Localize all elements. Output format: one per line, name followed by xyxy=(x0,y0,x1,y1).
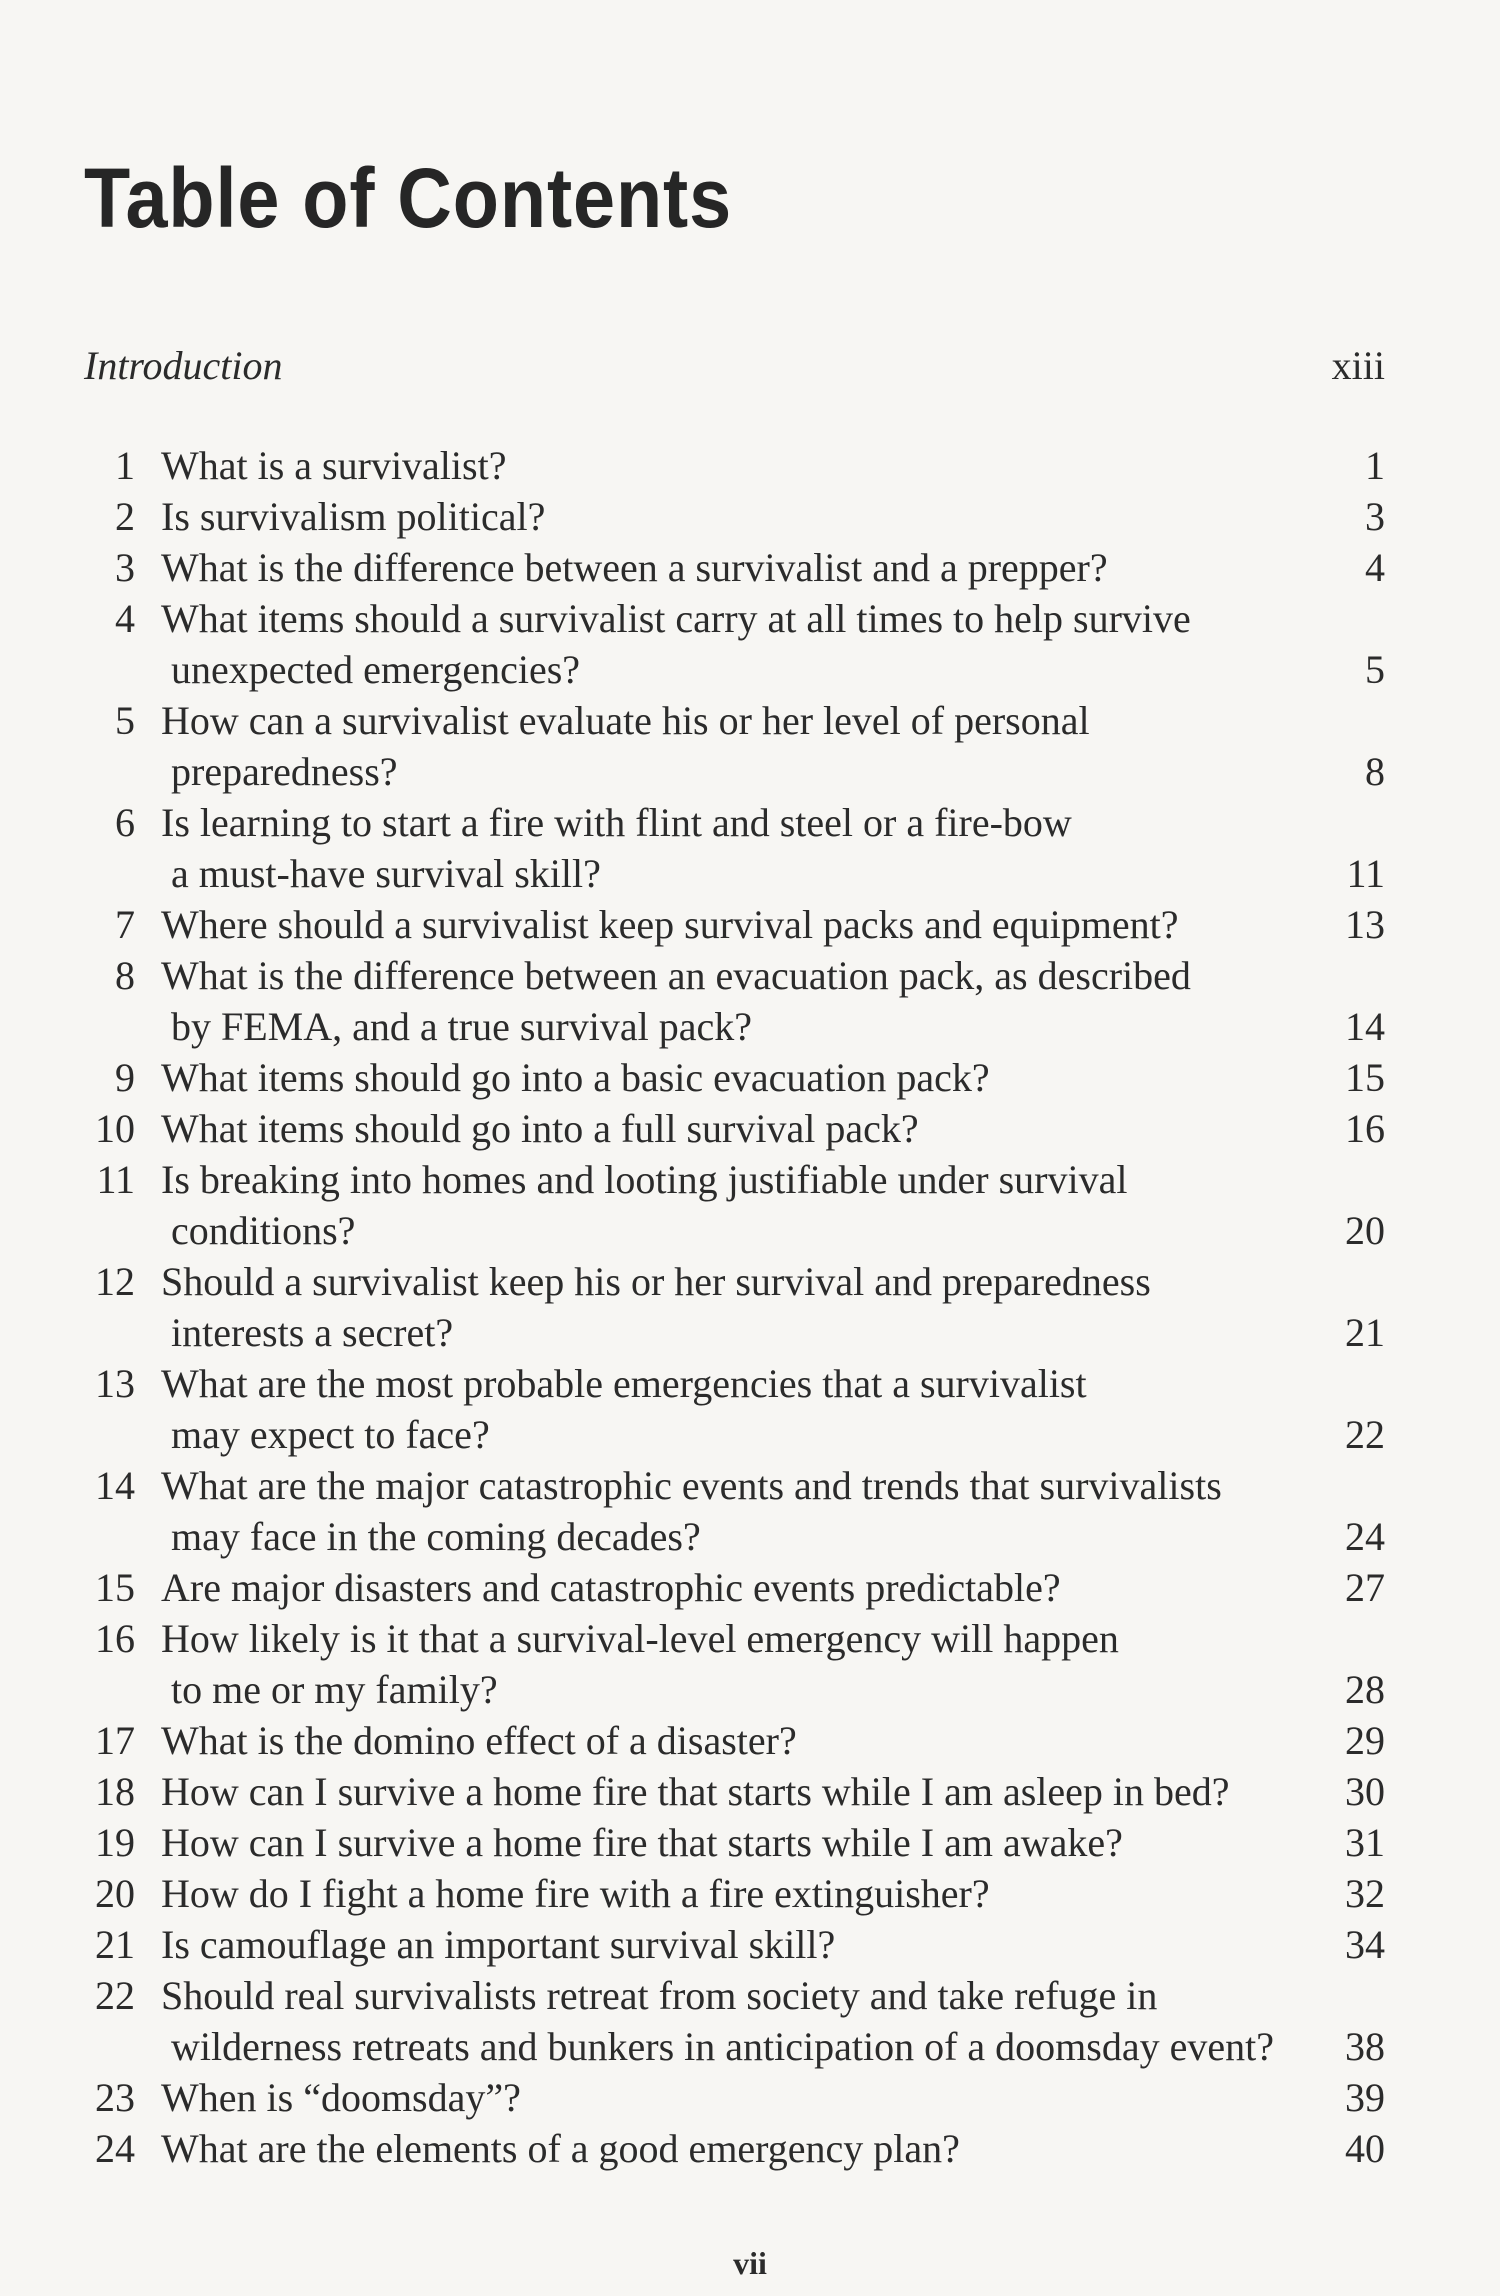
entry-number: 13 xyxy=(95,1361,135,1406)
introduction-page-number: xiii xyxy=(1331,343,1385,388)
entry-number: 22 xyxy=(95,1973,135,2018)
entry-title-line: conditions? xyxy=(171,1208,356,1253)
toc-entry xyxy=(60,1715,1385,1766)
entry-title xyxy=(135,1358,1305,1460)
entry-page-number: 24 xyxy=(1345,1514,1385,1559)
entry-title-line: Are major disasters and catastrophic events predictable? xyxy=(161,1565,1061,1610)
toc-entry xyxy=(60,797,1385,899)
entry-title xyxy=(135,491,1305,542)
entry-title xyxy=(135,950,1305,1052)
entry-title-line: Is learning to start a fire with flint and steel or a fire-bow xyxy=(161,800,1072,845)
entry-title-line: What are the major catastrophic events and trends that survivalists xyxy=(161,1463,1222,1508)
entry-page-number: 16 xyxy=(1345,1106,1385,1151)
entry-number: 15 xyxy=(95,1565,135,1610)
entry-page-number: 1 xyxy=(1365,443,1385,488)
entry-page-number: 31 xyxy=(1345,1820,1385,1865)
entry-page-number: 4 xyxy=(1365,545,1385,590)
entry-number: 6 xyxy=(115,800,135,845)
entry-page-number: 20 xyxy=(1345,1208,1385,1253)
entry-title xyxy=(135,2072,1305,2123)
entry-title xyxy=(135,542,1305,593)
toc-entry xyxy=(60,491,1385,542)
toc-list xyxy=(60,440,1385,2174)
entry-number: 18 xyxy=(95,1769,135,1814)
entry-title xyxy=(135,1919,1305,1970)
entry-title xyxy=(135,797,1305,899)
entry-title-line: How can I survive a home fire that starts while I am awake? xyxy=(161,1820,1123,1865)
toc-entry xyxy=(60,1613,1385,1715)
entry-number: 19 xyxy=(95,1820,135,1865)
entry-title-line: may face in the coming decades? xyxy=(171,1514,701,1559)
entry-page-number: 38 xyxy=(1345,2024,1385,2069)
toc-entry xyxy=(60,1562,1385,1613)
toc-entry xyxy=(60,2123,1385,2174)
toc-entry xyxy=(60,593,1385,695)
entry-number: 8 xyxy=(115,953,135,998)
entry-number: 24 xyxy=(95,2126,135,2171)
entry-title xyxy=(135,1817,1305,1868)
entry-number: 2 xyxy=(115,494,135,539)
entry-title xyxy=(135,1868,1305,1919)
entry-title-line: by FEMA, and a true survival pack? xyxy=(171,1004,752,1049)
toc-entry xyxy=(60,950,1385,1052)
entry-title-line: How do I fight a home fire with a fire extinguisher? xyxy=(161,1871,990,1916)
entry-number: 23 xyxy=(95,2075,135,2120)
entry-title-line: Should real survivalists retreat from society and take refuge in xyxy=(161,1973,1158,2018)
entry-title-line: Is camouflage an important survival skill? xyxy=(161,1922,836,1967)
entry-page-number: 28 xyxy=(1345,1667,1385,1712)
entry-title xyxy=(135,1766,1305,1817)
toc-entry xyxy=(60,440,1385,491)
entry-title-line: may expect to face? xyxy=(171,1412,490,1457)
entry-number: 17 xyxy=(95,1718,135,1763)
entry-title xyxy=(135,899,1305,950)
toc-entry xyxy=(60,2072,1385,2123)
entry-number: 12 xyxy=(95,1259,135,1304)
entry-number: 9 xyxy=(115,1055,135,1100)
entry-title xyxy=(135,2123,1305,2174)
toc-entry xyxy=(60,1460,1385,1562)
entry-title-line: What are the most probable emergencies that a survivalist xyxy=(161,1361,1087,1406)
entry-title xyxy=(135,1562,1305,1613)
toc-entry xyxy=(60,1154,1385,1256)
entry-title-line: unexpected emergencies? xyxy=(171,647,581,692)
entry-number: 4 xyxy=(115,596,135,641)
entry-title-line: wilderness retreats and bunkers in anticipation of a doomsday event? xyxy=(171,2024,1274,2069)
entry-number: 1 xyxy=(115,443,135,488)
toc-entry xyxy=(60,695,1385,797)
entry-page-number: 34 xyxy=(1345,1922,1385,1967)
entry-page-number: 39 xyxy=(1345,2075,1385,2120)
entry-page-number: 13 xyxy=(1345,902,1385,947)
entry-title-line: How can I survive a home fire that starts while I am asleep in bed? xyxy=(161,1769,1230,1814)
entry-title-line: Is survivalism political? xyxy=(161,494,546,539)
entry-page-number: 3 xyxy=(1365,494,1385,539)
entry-title xyxy=(135,1715,1305,1766)
toc-entry xyxy=(60,1919,1385,1970)
entry-title-line: preparedness? xyxy=(171,749,398,794)
entry-number: 20 xyxy=(95,1871,135,1916)
entry-number: 5 xyxy=(115,698,135,743)
entry-title-line: What items should go into a full survival pack? xyxy=(161,1106,919,1151)
introduction-entry xyxy=(84,342,1385,389)
entry-title-line: What are the elements of a good emergency plan? xyxy=(161,2126,960,2171)
toc-entry xyxy=(60,1052,1385,1103)
entry-page-number: 15 xyxy=(1345,1055,1385,1100)
entry-title xyxy=(135,1103,1305,1154)
introduction-label: Introduction xyxy=(84,343,283,388)
entry-number: 16 xyxy=(95,1616,135,1661)
entry-page-number: 5 xyxy=(1365,647,1385,692)
entry-title-line: Is breaking into homes and looting justifiable under survival xyxy=(161,1157,1128,1202)
entry-title xyxy=(135,1052,1305,1103)
entry-title xyxy=(135,695,1305,797)
entry-page-number: 27 xyxy=(1345,1565,1385,1610)
entry-page-number: 30 xyxy=(1345,1769,1385,1814)
toc-entry xyxy=(60,1970,1385,2072)
toc-entry xyxy=(60,1256,1385,1358)
entry-number: 3 xyxy=(115,545,135,590)
entry-number: 11 xyxy=(96,1157,135,1202)
entry-title-line: What is the difference between an evacuation pack, as described xyxy=(161,953,1191,998)
entry-title xyxy=(135,440,1305,491)
entry-number: 10 xyxy=(95,1106,135,1151)
entry-page-number: 8 xyxy=(1365,749,1385,794)
page-folio: vii xyxy=(733,2245,767,2281)
entry-page-number: 11 xyxy=(1346,851,1385,896)
entry-number: 21 xyxy=(95,1922,135,1967)
entry-title xyxy=(135,1154,1305,1256)
entry-title-line: How likely is it that a survival-level emergency will happen xyxy=(161,1616,1119,1661)
entry-title-line: Where should a survivalist keep survival packs and equipment? xyxy=(161,902,1179,947)
entry-title-line: When is “doomsday”? xyxy=(161,2075,521,2120)
entry-title xyxy=(135,1613,1305,1715)
entry-page-number: 32 xyxy=(1345,1871,1385,1916)
entry-title-line: Should a survivalist keep his or her survival and preparedness xyxy=(161,1259,1151,1304)
toc-entry xyxy=(60,1868,1385,1919)
entry-page-number: 14 xyxy=(1345,1004,1385,1049)
entry-page-number: 29 xyxy=(1345,1718,1385,1763)
entry-page-number: 40 xyxy=(1345,2126,1385,2171)
entry-number: 14 xyxy=(95,1463,135,1508)
toc-entry xyxy=(60,1103,1385,1154)
entry-title xyxy=(135,593,1305,695)
toc-entry xyxy=(60,1358,1385,1460)
entry-number: 7 xyxy=(115,902,135,947)
entry-title-line: What is the domino effect of a disaster? xyxy=(161,1718,797,1763)
entry-title-line: interests a secret? xyxy=(171,1310,454,1355)
entry-title-line: What is the difference between a survivalist and a prepper? xyxy=(161,545,1108,590)
entry-title-line: What is a survivalist? xyxy=(161,443,507,488)
toc-entry xyxy=(60,899,1385,950)
entry-page-number: 21 xyxy=(1345,1310,1385,1355)
entry-title-line: to me or my family? xyxy=(171,1667,498,1712)
entry-title-line: What items should go into a basic evacuation pack? xyxy=(161,1055,990,1100)
toc-entry xyxy=(60,542,1385,593)
entry-title xyxy=(135,1970,1305,2072)
toc-entry xyxy=(60,1766,1385,1817)
entry-title xyxy=(135,1256,1305,1358)
page-title: Table of Contents xyxy=(84,151,733,245)
entry-title-line: What items should a survivalist carry at all times to help survive xyxy=(161,596,1191,641)
entry-title xyxy=(135,1460,1305,1562)
entry-title-line: How can a survivalist evaluate his or her level of personal xyxy=(161,698,1090,743)
toc-entry xyxy=(60,1817,1385,1868)
entry-page-number: 22 xyxy=(1345,1412,1385,1457)
entry-title-line: a must-have survival skill? xyxy=(171,851,601,896)
